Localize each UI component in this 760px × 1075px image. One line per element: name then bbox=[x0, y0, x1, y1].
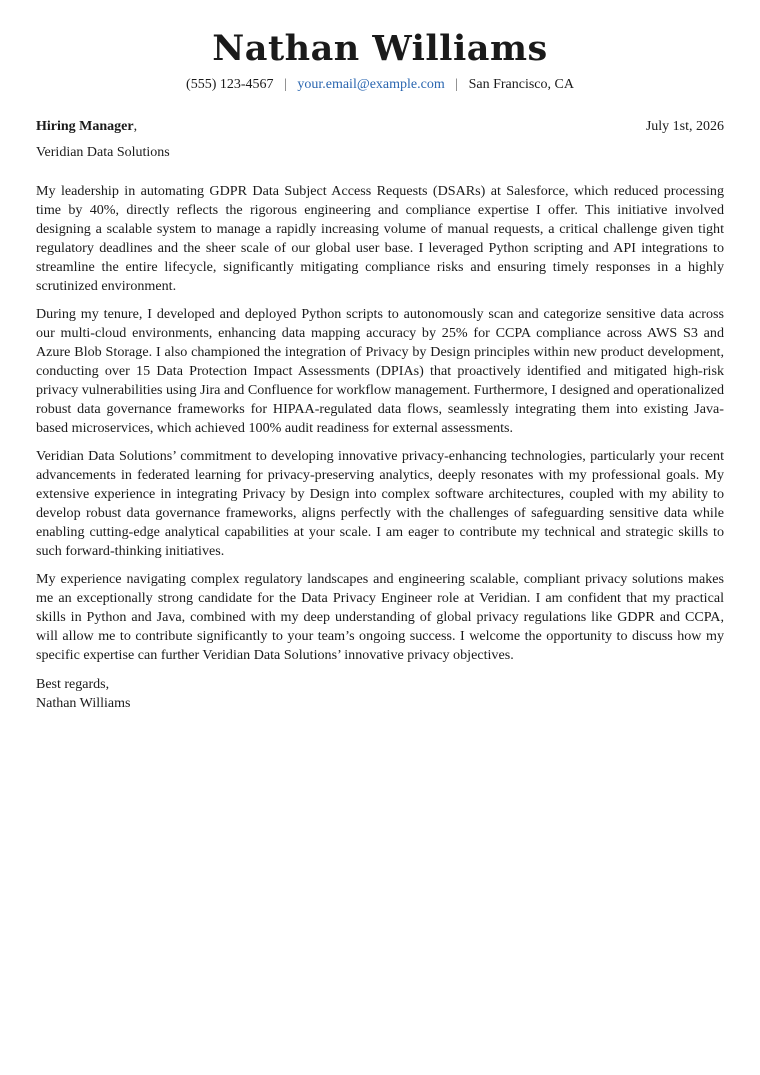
contact-line bbox=[36, 76, 724, 94]
contact-separator: | bbox=[284, 77, 287, 92]
location: San Francisco, CA bbox=[468, 77, 574, 92]
recipient-comma: , bbox=[133, 119, 138, 134]
phone-number: (555) 123-4567 bbox=[186, 77, 274, 92]
body-paragraph: My experience navigating complex regulatory landscapes and engineering scalable, compliant privacy solutions makes me an exceptionally strong candidate for the Data Privacy Engineer role at Veridian. I am confident that my practical skills in Python and Java, combined with my deep understanding of global privacy regulations like GDPR and CCPA, will allow me to contribute significantly to your team’s ongoing success. I welcome the opportunity to discuss how my specific expertise can further Veridian Data Solutions’ innovative privacy objectives. bbox=[36, 571, 724, 663]
letter-date: July 1st, 2026 bbox=[645, 119, 724, 134]
letter-body bbox=[36, 182, 724, 665]
recipient-company: Veridian Data Solutions bbox=[36, 145, 170, 160]
recipient-line bbox=[36, 118, 137, 136]
body-paragraph: Veridian Data Solutions’ commitment to developing innovative privacy-enhancing technologies, particularly your recent advancements in federated learning for privacy-preserving analytics, deeply resonates with my professional goals. My extensive experience in integrating Privacy by Design into complex software architectures, coupled with my ability to develop robust data governance frameworks, aligns perfectly with the challenges of safeguarding sensitive data while enabling cutting-edge analytical capabilities at your scale. I am eager to contribute my technical and strategic skills to such forward-thinking initiatives. bbox=[36, 448, 724, 559]
email-link[interactable]: your.email@example.com bbox=[297, 77, 445, 92]
recipient-row bbox=[36, 118, 724, 136]
closing-signature: Nathan Williams bbox=[36, 696, 131, 711]
applicant-name: Nathan Williams bbox=[212, 28, 548, 69]
recipient-name: Hiring Manager bbox=[36, 119, 134, 134]
letter-closing bbox=[36, 675, 724, 713]
contact-separator: | bbox=[455, 77, 459, 92]
closing-salutation: Best regards, bbox=[36, 677, 110, 692]
body-paragraph: My leadership in automating GDPR Data Subject Access Requests (DSARs) at Salesforce, which reduced processing time by 40%, directly reflects the rigorous engineering and compliance expertise I offer. This initiative involved designing a scalable system to manage a rapidly increasing volume of manual requests, a critical challenge given tight regulatory deadlines and the sheer scale of our global user base. I leveraged Python scripting and API integrations to streamline the entire lifecycle, significantly mitigating compliance risks and ensuring timely responses in a highly scrutinized environment. bbox=[36, 183, 724, 294]
body-paragraph: During my tenure, I developed and deployed Python scripts to autonomously scan and categorize sensitive data across our multi-cloud environments, enhancing data mapping accuracy by 25% for CCPA compliance across AWS S3 and Azure Blob Storage. I also championed the integration of Privacy by Design principles within new product development, conducting over 15 Data Protection Impact Assessments (DPIAs) that proactively identified and mitigated high-risk privacy vulnerabilities using Jira and Confluence for workflow management. Furthermore, I designed and operationalized robust data governance frameworks for HIPAA-regulated data flows, seamlessly integrating them into existing Java-based microservices, which achieved 100% audit readiness for external assessments. bbox=[36, 306, 724, 436]
